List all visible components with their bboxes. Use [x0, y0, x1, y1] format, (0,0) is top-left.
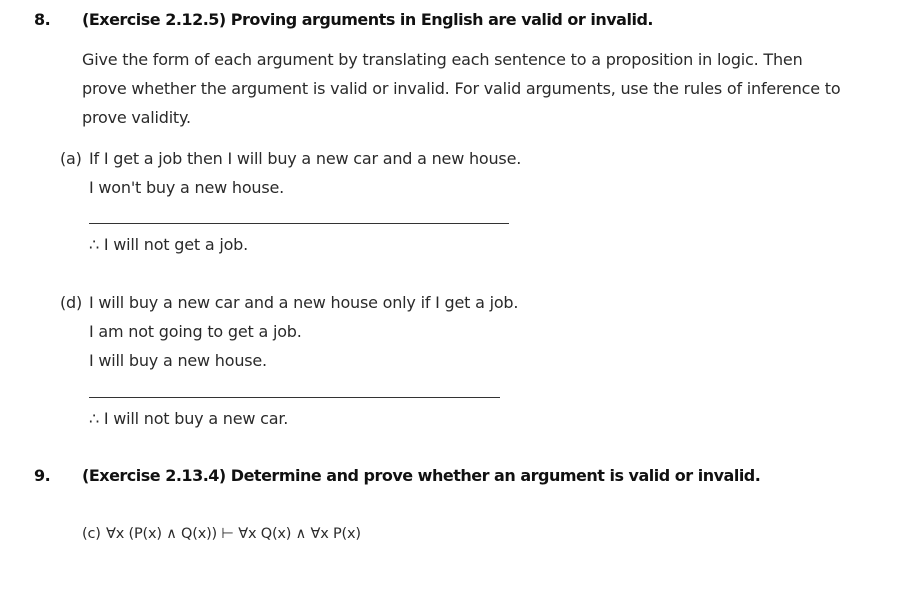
problem-8-number: 8.	[34, 10, 51, 29]
part-d-premise-2: I am not going to get a job.	[89, 322, 302, 341]
part-d-premise-1: I will buy a new car and a new house only if I get a job.	[89, 293, 519, 312]
part-a-premise-1: If I get a job then I will buy a new car and a new house.	[89, 149, 522, 168]
problem-9-number: 9.	[34, 466, 51, 485]
part-a-label: (a)	[60, 149, 82, 168]
instruction-line-1: Give the form of each argument by translating each sentence to a proposition in logic. Then	[82, 50, 803, 69]
part-a-conclusion: ∴ I will not get a job.	[89, 235, 248, 254]
part-c-label: (c)	[82, 526, 101, 542]
part-c-formula: ∀x (P(x) ∧ Q(x)) ⊢ ∀x Q(x) ∧ ∀x P(x)	[106, 526, 361, 542]
instruction-line-3: prove validity.	[82, 108, 191, 127]
part-a-conclusion-rule	[89, 223, 509, 224]
problem-8-title: (Exercise 2.12.5) Proving arguments in English are valid or invalid.	[82, 10, 653, 29]
part-d-premise-3: I will buy a new house.	[89, 351, 267, 370]
part-d-conclusion: ∴ I will not buy a new car.	[89, 409, 289, 428]
part-a-premise-2: I won't buy a new house.	[89, 178, 285, 197]
problem-9-title: (Exercise 2.13.4) Determine and prove whether an argument is valid or invalid.	[82, 466, 761, 485]
part-d-label: (d)	[60, 293, 83, 312]
part-d-conclusion-rule	[89, 397, 500, 398]
instruction-line-2: prove whether the argument is valid or invalid. For valid arguments, use the rules of inference to	[82, 79, 841, 98]
